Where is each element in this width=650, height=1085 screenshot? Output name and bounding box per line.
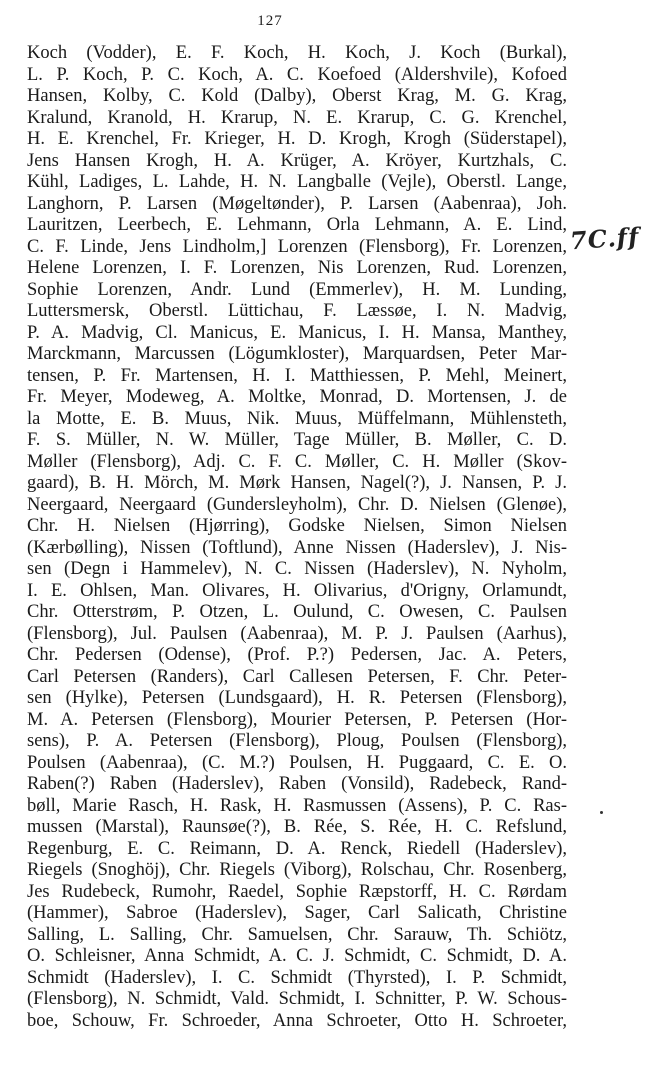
text-line: Jens Hansen Krogh, H. A. Krüger, A. Kröyer, Kurtzhals, C.: [27, 150, 567, 171]
text-line: Schmidt (Haderslev), I. C. Schmidt (Thyrsted), I. P. Schmidt,: [27, 967, 567, 988]
text-line: bøll, Marie Rasch, H. Rask, H. Rasmussen (Assens), P. C. Ras-: [27, 795, 567, 816]
text-line: mussen (Marstal), Raunsøe(?), B. Rée, S. Rée, H. C. Refslund,: [27, 817, 567, 837]
text-line: Sophie Lorenzen, Andr. Lund (Emmerlev), H. M. Lunding,: [27, 279, 567, 300]
text-line: Chr. Otterstrøm, P. Otzen, L. Oulund, C. Owesen, C. Paulsen: [27, 602, 567, 622]
text-line: Neergaard, Neergaard (Gundersleyholm), Chr. D. Nielsen (Glenøe),: [27, 494, 567, 515]
text-line: Chr. Pedersen (Odense), (Prof. P.?) Pedersen, Jac. A. Peters,: [27, 645, 567, 665]
text-line: (Hammer), Sabroe (Haderslev), Sager, Carl Salicath, Christine: [27, 903, 567, 923]
text-line: Lauritzen, Leerbech, E. Lehmann, Orla Lehmann, A. E. Lind,: [27, 215, 567, 235]
text-line: Koch (Vodder), E. F. Koch, H. Koch, J. Koch (Burkal),: [27, 43, 567, 63]
text-line: Jes Rudebeck, Rumohr, Raedel, Sophie Ræpstorff, H. C. Rørdam: [27, 881, 567, 902]
text-line: sens), P. A. Petersen (Flensborg), Ploug, Poulsen (Flensborg),: [27, 731, 567, 751]
text-line: Langhorn, P. Larsen (Møgeltønder), P. Larsen (Aabenraa), Joh.: [27, 193, 567, 214]
text-line: tensen, P. Fr. Martensen, H. I. Matthiessen, P. Mehl, Meinert,: [27, 365, 567, 386]
text-line: la Motte, E. B. Muus, Nik. Muus, Müffelmann, Mühlensteth,: [27, 408, 567, 429]
ink-dot: [600, 811, 603, 814]
page-number: 127: [257, 13, 283, 29]
text-line: sen (Degn i Hammelev), N. C. Nissen (Haderslev), N. Nyholm,: [27, 559, 567, 579]
text-line: M. A. Petersen (Flensborg), Mourier Petersen, P. Petersen (Hor-: [27, 709, 567, 730]
text-line: I. E. Ohlsen, Man. Olivares, H. Olivarius, d'Origny, Orlamundt,: [27, 580, 567, 601]
name-list-paragraph: [27, 43, 567, 1032]
handwritten-margin-note: 7C.ff: [569, 221, 641, 256]
text-line: Poulsen (Aabenraa), (C. M.?) Poulsen, H. Puggaard, C. E. O.: [27, 752, 567, 773]
text-line: (Flensborg), Jul. Paulsen (Aabenraa), M. P. J. Paulsen (Aarhus),: [27, 623, 567, 644]
text-line: Kralund, Kranold, H. Krarup, N. E. Krarup, C. G. Krenchel,: [27, 107, 567, 128]
text-line: F. S. Müller, N. W. Müller, Tage Müller, B. Møller, C. D.: [27, 430, 567, 450]
text-line: Regenburg, E. C. Reimann, D. A. Renck, Riedell (Haderslev),: [27, 838, 567, 859]
text-line: C. F. Linde, Jens Lindholm,] Lorenzen (Flensborg), Fr. Lorenzen,: [27, 236, 567, 257]
text-line: Chr. H. Nielsen (Hjørring), Godske Nielsen, Simon Nielsen: [27, 516, 567, 536]
text-line: Marckmann, Marcussen (Lögumkloster), Marquardsen, Peter Mar-: [27, 344, 567, 364]
text-line: Hansen, Kolby, C. Kold (Dalby), Oberst Krag, M. G. Krag,: [27, 86, 567, 106]
text-line: Carl Petersen (Randers), Carl Callesen Petersen, F. Chr. Peter-: [27, 666, 567, 687]
text-line: H. E. Krenchel, Fr. Krieger, H. D. Krogh, Krogh (Süderstapel),: [27, 129, 567, 149]
text-line: gaard), B. H. Mörch, M. Mørk Hansen, Nagel(?), J. Nansen, P. J.: [27, 473, 567, 493]
text-line: Møller (Flensborg), Adj. C. F. C. Møller, C. H. Møller (Skov-: [27, 451, 567, 472]
text-line: boe, Schouw, Fr. Schroeder, Anna Schroeter, Otto H. Schroeter,: [27, 1010, 567, 1031]
text-line: Kühl, Ladiges, L. Lahde, H. N. Langballe (Vejle), Oberstl. Lange,: [27, 172, 567, 192]
text-line: Salling, L. Salling, Chr. Samuelsen, Chr. Sarauw, Th. Schiötz,: [27, 924, 567, 945]
text-line: sen (Hylke), Petersen (Lundsgaard), H. R. Petersen (Flensborg),: [27, 688, 567, 708]
text-line: Fr. Meyer, Modeweg, A. Moltke, Monrad, D. Mortensen, J. de: [27, 387, 567, 407]
text-line: O. Schleisner, Anna Schmidt, A. C. J. Schmidt, C. Schmidt, D. A.: [27, 946, 567, 966]
text-line: Helene Lorenzen, I. F. Lorenzen, Nis Lorenzen, Rud. Lorenzen,: [27, 258, 567, 278]
text-line: Luttersmersk, Oberstl. Lüttichau, F. Læssøe, I. N. Madvig,: [27, 301, 567, 321]
text-line: (Flensborg), N. Schmidt, Vald. Schmidt, I. Schnitter, P. W. Schous-: [27, 989, 567, 1009]
text-line: P. A. Madvig, Cl. Manicus, E. Manicus, I. H. Mansa, Manthey,: [27, 322, 567, 343]
text-line: L. P. Koch, P. C. Koch, A. C. Koefoed (Aldershvile), Kofoed: [27, 64, 567, 85]
text-line: Riegels (Snoghöj), Chr. Riegels (Viborg), Rolschau, Chr. Rosenberg,: [27, 860, 567, 880]
text-line: (Kærbølling), Nissen (Toftlund), Anne Nissen (Haderslev), J. Nis-: [27, 537, 567, 558]
text-line: Raben(?) Raben (Haderslev), Raben (Vonsild), Radebeck, Rand-: [27, 774, 567, 794]
